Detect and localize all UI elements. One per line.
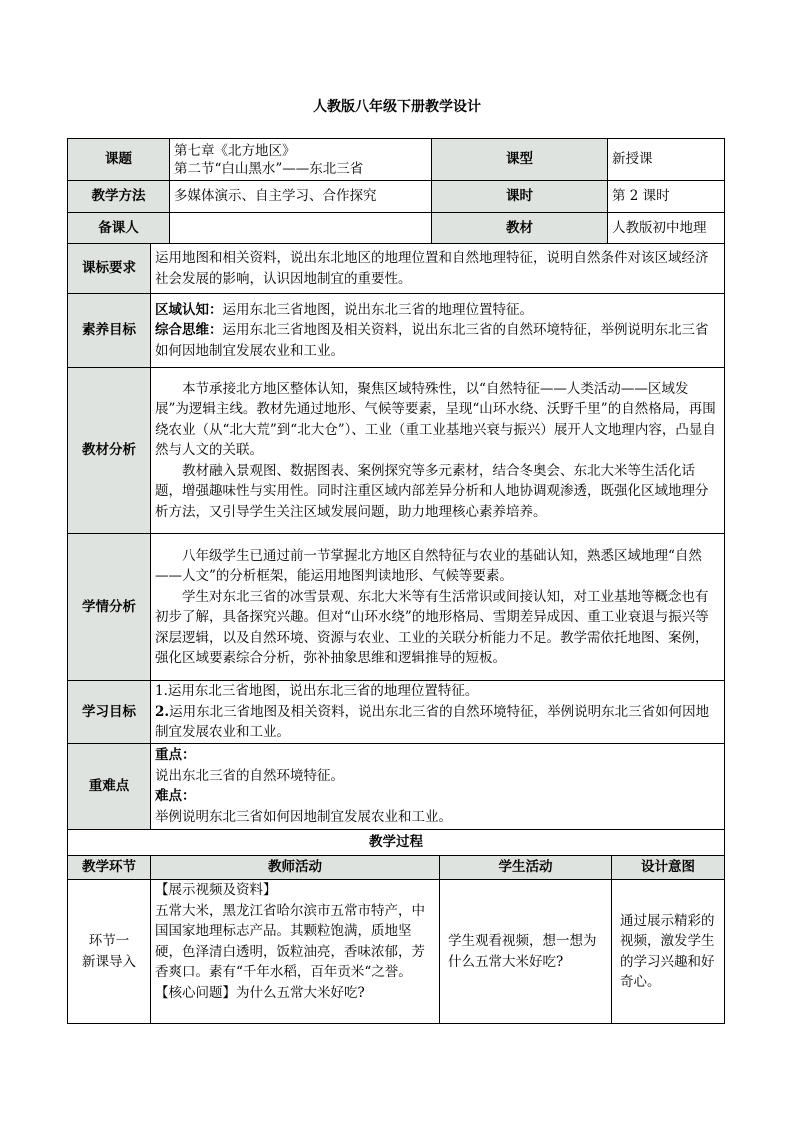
difficulty-head: 难点： [155,788,196,804]
process-title: 教学过程 [68,830,725,856]
preparer-label: 备课人 [68,213,170,245]
objectives-label: 学习目标 [68,681,151,744]
process-table [67,829,725,1024]
literacy-item2-head: 综合思维： [155,322,223,339]
student-analysis-para1: 八年级学生已通过前一节掌握北方地区自然特征与农业的基础认知，熟悉区域地理“自然——人文”的分析框架，能运用地图判读地形、气候等要素。 [155,547,702,584]
document-title: 人教版八年级下册教学设计 [313,99,481,115]
stage-cell [68,880,151,1024]
stage-line2: 新课导入 [82,953,136,970]
textbook-value: 人教版初中地理 [608,213,725,245]
standard-label: 课标要求 [68,244,151,294]
topic-label: 课题 [68,139,170,181]
key-head: 重点： [155,747,196,763]
literacy-content [151,294,725,368]
objectives-content [151,681,725,744]
student-activity: 学生观看视频，想一想为什么五常大米好吃? [440,880,612,1024]
textbook-label: 教材 [432,213,608,245]
key-points-content [151,743,725,829]
objective-item2-num: 2. [155,703,170,720]
topic-line1: 第七章《北方地区》 [174,142,296,159]
lesson-plan-table [67,138,725,245]
teacher-head: 【展示视频及资料】 [155,882,277,898]
student-analysis-content [151,534,725,681]
col-teacher-header: 教师活动 [151,856,440,880]
topic-line2: 第二节“白山黑水”——东北三省 [174,160,364,177]
student-analysis-label: 学情分析 [68,534,151,681]
teacher-question-head: 【核心问题】 [155,984,236,1001]
topic-value [170,139,432,181]
col-student-header: 学生活动 [440,856,612,880]
period-value: 第 2 课时 [608,181,725,213]
type-value: 新授课 [608,139,725,181]
literacy-item2-text: 运用东北三省地图及相关资料，说出东北三省的自然环境特征，举例说明东北三省如何因地制宜发展农业和工业。 [155,322,709,359]
col-intent-header: 设计意图 [612,856,725,880]
objective-item1: 1.运用东北三省地图，说出东北三省的地理位置特征。 [155,683,479,699]
literacy-item1-text: 运用东北三省地图，说出东北三省的地理位置特征。 [222,301,533,318]
textbook-analysis-para1: 本节承接北方地区整体认知，聚焦区域特殊性，以“自然特征——人类活动——区域发展”为逻辑主线。教材先通过地形、气候等要素，呈现“山环水绕、沃野千里”的自然格局，再围绕农业（从“北大荒”到“北大仓”）、工业（重工业基地兴衰与振兴）展开人文地理内容，凸显自然与人文的关联。 [155,380,716,459]
textbook-analysis-content [151,368,725,534]
student-analysis-para2: 学生对东北三省的冰雪景观、东北大米等有生活常识或间接认知，对工业基地等概念也有初步了解，具备探究兴趣。但对“山环水绕”的地形格局、雪期差异成因、重工业衰退与振兴等深层逻辑，以及自然环境、资源与农业、工业的关联分析能力不足。教学需依托地图、案例，强化区域要素综合分析，弥补抽象思维和逻辑推导的短板。 [155,588,709,666]
preparer-value [170,213,432,245]
stage-line1: 环节一 [88,933,130,949]
type-label: 课型 [432,139,608,181]
key-points-label: 重难点 [68,743,151,829]
textbook-analysis-label: 教材分析 [68,368,151,534]
teacher-question: 为什么五常大米好吃? [236,984,365,1001]
literacy-label: 素养目标 [68,294,151,368]
method-label: 教学方法 [68,181,170,213]
method-value: 多媒体演示、自主学习、合作探究 [170,181,432,213]
difficulty-text: 举例说明东北三省如何因地制宜发展农业和工业。 [155,808,452,825]
content-table [67,243,725,830]
period-label: 课时 [432,181,608,213]
design-intent: 通过展示精彩的视频，激发学生的学习兴趣和好奇心。 [612,880,725,1024]
key-text: 说出东北三省的自然环境特征。 [155,767,344,784]
standard-text: 运用地图和相关资料，说出东北地区的地理位置和自然地理特征，说明自然条件对该区域经济社会发展的影响，认识因地制宜的重要性。 [151,244,725,294]
objective-item2: 运用东北三省地图及相关资料，说出东北三省的自然环境特征，举例说明东北三省如何因地制宜发展农业和工业。 [155,703,710,740]
teacher-text: 五常大米，黑龙江省哈尔滨市五常市特产，中国国家地理标志产品。其颗粒饱满，质地坚硬，色泽清白透明，饭粒油亮，香味浓郁，芳香爽口。素有“千年水稻，百年贡米“之誉。 [155,902,425,980]
textbook-analysis-para2: 教材融入景观图、数据图表、案例探究等多元素材，结合冬奥会、东北大米等生活化话题，增强趣味性与实用性。同时注重区域内部差异分析和人地协调观渗透，既强化区域地理分析方法，又引导学生关注区域发展问题，助力地理核心素养培养。 [155,462,709,520]
teacher-activity [151,880,440,1024]
col-stage-header: 教学环节 [68,856,151,880]
literacy-item1-head: 区域认知： [155,301,223,318]
